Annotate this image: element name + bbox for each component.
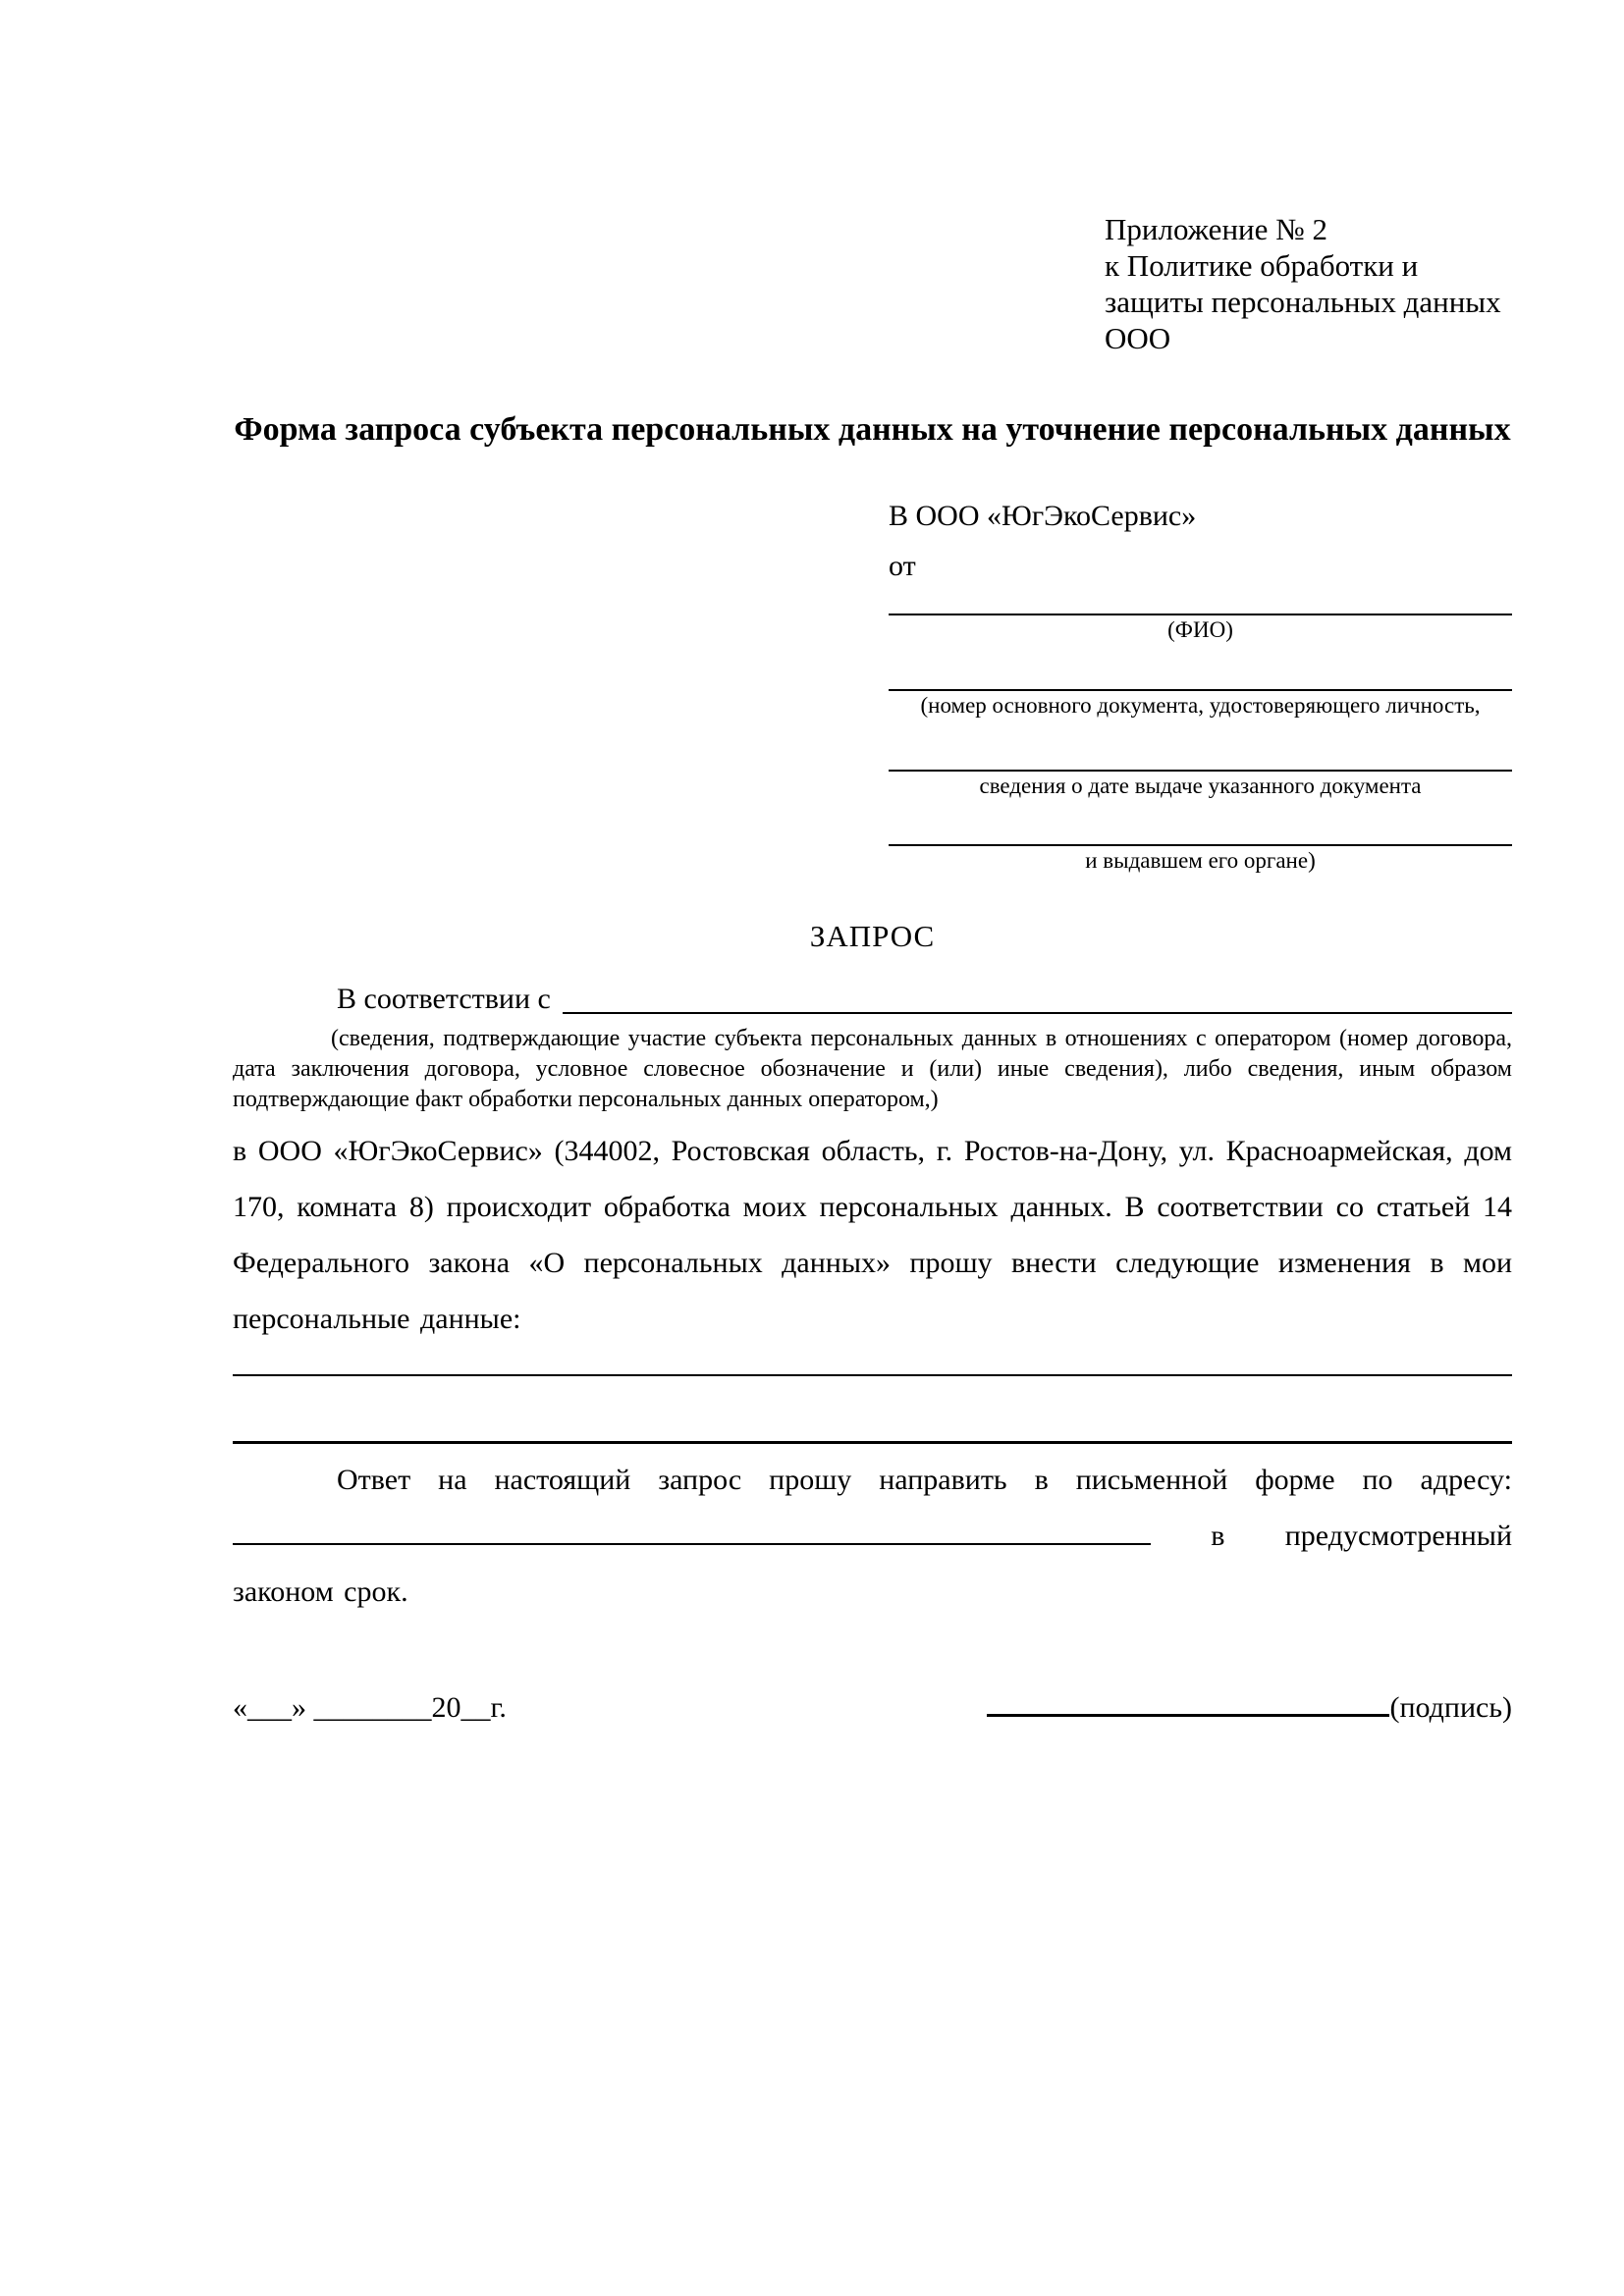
fio-blank-line — [889, 584, 1512, 615]
signature-row — [233, 1688, 1512, 1728]
addressee-organization: В ООО «ЮгЭкоСервис» — [889, 500, 1197, 532]
annex-header-line: Приложение № 2 — [1105, 212, 1327, 246]
date-fill-in: «___» ________20__г. — [233, 1691, 507, 1724]
request-heading: ЗАПРОС — [809, 919, 936, 953]
document-number-field — [889, 645, 1512, 721]
fio-field — [889, 584, 1512, 645]
reply-paragraph — [233, 1452, 1512, 1620]
page-title: Форма запроса субъекта персональных данных на уточнение персональных данных — [234, 411, 1511, 448]
reply-text-before: Ответ на настоящий запрос прошу направить в письменной форме по адресу: — [337, 1464, 1512, 1496]
annex-header — [1105, 211, 1512, 356]
issue-date-caption: сведения о дате выдаче указанного документа — [979, 774, 1422, 798]
annex-header-line: защиты персональных данных — [1105, 285, 1501, 319]
intro-blank-line — [563, 1012, 1512, 1014]
document-number-blank-line — [889, 645, 1512, 691]
signature-blank-line — [987, 1689, 1389, 1718]
reply-text-after: в предусмотренный законом срок. — [233, 1520, 1513, 1608]
changes-blank-line-2 — [233, 1376, 1512, 1444]
signature-area — [987, 1688, 1512, 1728]
addressee-block — [889, 498, 1512, 876]
intro-lead-text: В соответствии с — [337, 983, 551, 1015]
reply-address-blank-line — [233, 1517, 1151, 1545]
issuing-authority-blank-line — [889, 801, 1512, 846]
issuing-authority-field — [889, 801, 1512, 876]
changes-blank-line-1 — [233, 1347, 1512, 1376]
fio-caption: (ФИО) — [1167, 617, 1233, 642]
issue-date-field — [889, 721, 1512, 801]
issue-date-blank-line — [889, 721, 1512, 772]
issuing-authority-caption: и выдавшем его органе) — [1085, 848, 1316, 873]
signature-caption: (подпись) — [1389, 1691, 1512, 1724]
annex-header-line: к Политике обработки и — [1105, 248, 1419, 283]
addressee-from-label: от — [889, 550, 916, 582]
intro-caption: (сведения, подтверждающие участие субъекта персональных данных в отношениях с оператором (номер договора, дата заключения договора, условное словесное обозначение и (или) иные сведения), либо сведения, иным образом подтверждающие факт обработки персональных данных оператором,) — [233, 1026, 1512, 1112]
body-paragraph: в ООО «ЮгЭкоСервис» (344002, Ростовская область, г. Ростов-на-Дону, ул. Красноармейская, дом 170, комната 8) происходит обработка моих персональных данных. В соответствии со статьей 14 Федерального закона «О персональных данных» прошу внести следующие изменения в мои персональные данные: — [233, 1135, 1512, 1335]
document-number-caption: (номер основного документа, удостоверяющего личность, — [920, 693, 1481, 718]
intro-line — [233, 976, 1512, 1019]
annex-header-line: ООО — [1105, 321, 1171, 355]
